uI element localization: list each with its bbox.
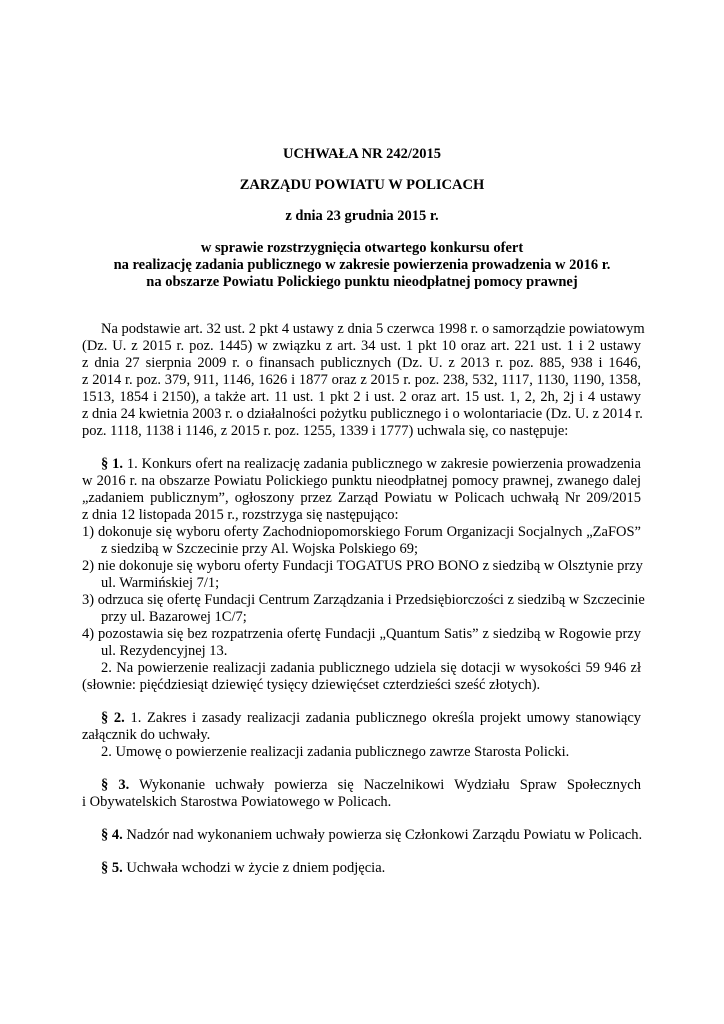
list-item-continuation: ul. Warmińskiej 7/1; <box>101 575 220 591</box>
list-item-continuation: przy ul. Bazarowej 1C/7; <box>101 609 247 625</box>
list-item: 1) dokonuje się wyboru oferty Zachodniopomorskiego Forum Organizacji Socjalnych „ZaFOS” <box>82 524 641 540</box>
preamble-line: z 2014 r. poz. 379, 911, 1146, 1626 i 1877 oraz z 2015 r. poz. 238, 532, 1117, 1130, 1190, 1358, <box>82 372 641 388</box>
section-2-line: § 2. 1. Zakres i zasady realizacji zadania publicznego określa projekt umowy stanowiący <box>101 710 642 726</box>
preamble-line: 1513, 1854 i 2150), a także art. 11 ust. 1 pkt 2 i ust. 2 oraz art. 15 ust. 1, 2, 2h, 2j i 4 ustawy <box>82 389 641 405</box>
preamble-line: (Dz. U. z 2015 r. poz. 1445) w związku z art. 34 ust. 1 pkt 10 oraz art. 221 ust. 1 i 2 ustawy <box>82 338 641 354</box>
section-1-label: § 1. <box>101 456 123 472</box>
section-2-line: 2. Umowę o powierzenie realizacji zadania publicznego zawrze Starosta Policki. <box>101 744 570 760</box>
section-1-line: § 1. 1. Konkurs ofert na realizację zadania publicznego w zakresie powierzenia prowadzenia <box>101 456 641 472</box>
section-4-line: § 4. Nadzór nad wykonaniem uchwały powierza się Członkowi Zarządu Powiatu w Policach. <box>101 827 643 843</box>
resolution-subject-line: na realizację zadania publicznego w zakresie powierzenia prowadzenia w 2016 r. <box>113 257 611 273</box>
section-1-line: z dnia 12 listopada 2015 r., rozstrzyga się następująco: <box>82 507 399 523</box>
section-3-line: i Obywatelskich Starostwa Powiatowego w Policach. <box>82 794 392 810</box>
list-item: 3) odrzuca się ofertę Fundacji Centrum Zarządzania i Przedsiębiorczości z siedzibą w Szczecinie <box>82 592 645 608</box>
section-5-line: § 5. Uchwała wchodzi w życie z dniem podjęcia. <box>101 860 386 876</box>
section-3-label: § 3. <box>101 777 130 793</box>
section-3-line: § 3. Wykonanie uchwały powierza się Naczelnikowi Wydziału Spraw Społecznych <box>101 777 641 793</box>
resolution-subject-line: na obszarze Powiatu Polickiego punktu nieodpłatnej pomocy prawnej <box>146 274 578 290</box>
list-item-continuation: ul. Rezydencyjnej 13. <box>101 643 228 659</box>
resolution-subject-line: w sprawie rozstrzygnięcia otwartego konkursu ofert <box>200 240 524 256</box>
list-item: 4) pozostawia się bez rozpatrzenia ofertę Fundacji „Quantum Satis” z siedzibą w Rogowie przy <box>82 626 641 642</box>
resolution-title: UCHWAŁA NR 242/2015 <box>283 146 441 162</box>
section-1-line: w 2016 r. na obszarze Powiatu Polickiego punktu nieodpłatnej pomocy prawnej, zwanego dalej <box>82 473 641 489</box>
section-1-line: „zadaniem publicznym”, ogłoszony przez Zarząd Powiatu w Policach uchwałą Nr 209/2015 <box>82 490 641 506</box>
section-2-label: § 2. <box>101 710 125 726</box>
preamble-line: z dnia 27 sierpnia 2009 r. o finansach publicznych (Dz. U. z 2013 r. poz. 885, 938 i 1646, <box>82 355 641 371</box>
resolution-date: z dnia 23 grudnia 2015 r. <box>285 208 439 224</box>
section-1-line: 2. Na powierzenie realizacji zadania publicznego udziela się dotacji w wysokości 59 946 zł <box>101 660 641 676</box>
preamble-line: Na podstawie art. 32 ust. 2 pkt 4 ustawy z dnia 5 czerwca 1998 r. o samorządzie powiatowym <box>101 321 645 337</box>
list-item-continuation: z siedzibą w Szczecinie przy Al. Wojska Polskiego 69; <box>101 541 419 557</box>
section-5-label: § 5. <box>101 860 123 876</box>
section-1-line: (słownie: pięćdziesiąt dziewięć tysięcy dziewięćset czterdzieści sześć złotych). <box>82 677 541 693</box>
preamble-line: z dnia 24 kwietnia 2003 r. o działalności pożytku publicznego i o wolontariacie (Dz. U. z 2014 r. <box>82 406 643 422</box>
list-item: 2) nie dokonuje się wyboru oferty Fundacji TOGATUS PRO BONO z siedzibą w Olsztynie przy <box>82 558 643 574</box>
resolution-issuer: ZARZĄDU POWIATU W POLICACH <box>239 177 485 193</box>
section-4-label: § 4. <box>101 827 123 843</box>
preamble-line: poz. 1118, 1138 i 1146, z 2015 r. poz. 1255, 1339 i 1777) uchwala się, co następuje: <box>82 423 569 439</box>
section-2-line: załącznik do uchwały. <box>82 727 211 743</box>
